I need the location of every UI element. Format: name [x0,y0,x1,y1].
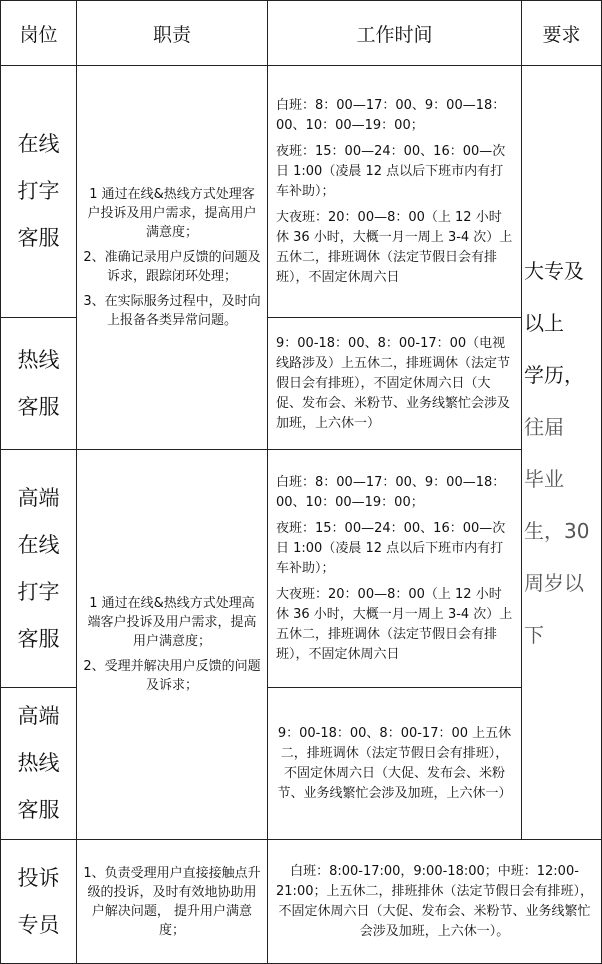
work-time-hotline [268,318,522,450]
time-paragraph: 白班：8：00—17：00、9：00—18：00、10：00—19：00； [276,474,506,510]
duties-complaint-specialist [77,840,268,964]
position-line: 投诉 [17,865,60,890]
table-row [1,840,602,964]
header-work-time: 工作时间 [268,1,522,66]
time-paragraph: 白班：8：00—17：00、9：00—18：00、10：00—19：00； [276,97,506,133]
work-time-complaint-specialist [268,840,602,964]
requirement-line: 以上 [524,310,564,335]
position-line: 热线 [17,347,60,372]
duty-item: 2、受理并解决用户反馈的问题及诉求； [83,659,261,693]
position-line: 客服 [17,226,60,250]
duty-item: 1 通过在线&热线方式处理高端客户投诉及用户需求，提高用户满意度； [87,596,257,649]
position-line: 打字 [17,579,60,604]
position-line: 在线 [17,532,60,557]
duty-item: 1 通过在线&热线方式处理客户投诉及用户需求，提高用户满意度； [87,187,257,240]
time-paragraph: 夜班：15：00—24：00、16：00—次日 1:00（凌晨 12 点以后下班市内有打车补助）； [276,143,506,199]
table-row [1,450,602,688]
requirement-line: 往届 [524,414,564,439]
position-line: 打字 [17,179,60,203]
requirement-line: 下 [524,622,544,647]
position-line: 高端 [17,704,60,728]
requirement-line: 生，30 [524,518,590,543]
header-position: 岗位 [1,1,77,66]
position-line: 专员 [17,912,60,937]
position-line: 高端 [17,485,60,510]
requirement-line: 周岁以 [524,570,584,595]
position-line: 客服 [17,394,60,419]
requirement-line: 学历， [524,362,584,387]
duty-item: 2、准确记录用户反馈的问题及诉求，跟踪闭环处理； [83,250,261,284]
position-line: 在线 [17,132,60,156]
header-duties: 职责 [77,1,268,66]
table-header-row [1,1,602,66]
position-line: 客服 [17,798,60,822]
duty-item: 3、在实际服务过程中，及时向上报备各类异常问题。 [83,294,261,328]
duties-group-1 [77,66,268,450]
time-paragraph: 大夜班：20：00—8：00（上 12 小时休 36 小时，大概一月一周上 3-4 次）上五休二，排班调休（法定节假日会有排班），不固定休周六日 [276,209,513,285]
position-premium-hotline [1,688,77,840]
position-line: 热线 [17,751,60,775]
work-time-online-typing [268,66,522,318]
position-online-typing [1,66,77,318]
header-requirements: 要求 [522,1,602,66]
requirement-line: 毕业 [524,466,564,491]
duties-group-2 [77,450,268,840]
position-premium-online-typing [1,450,77,688]
position-hotline [1,318,77,450]
time-paragraph: 白班：8:00-17:00，9:00-18:00；中班：12:00-21:00；上五休二，排班排休（法定节假日会有排班），不固定休周六日（大促、发布会、米粉节、业务线繁忙会涉及加班，上六休一）。 [276,863,593,939]
work-time-premium-hotline [268,688,522,840]
time-paragraph: 9：00-18：00、8：00-17：00 上五休二，排班调休（法定节假日会有排班），不固定休周六日（大促、发布会、米粉节、业务线繁忙会涉及加班，上六休一） [277,725,512,801]
duty-item: 1、负责受理用户直接接触点升级的投诉，及时有效地协助用户解决问题， 提升用户满意度； [83,865,261,938]
position-line: 客服 [17,626,60,651]
time-paragraph: 夜班：15：00—24：00、16：00—次日 1:00（凌晨 12 点以后下班市内有打车补助）； [276,520,506,576]
requirements-cell [522,66,602,840]
requirement-line: 大专及 [524,258,584,283]
work-time-premium-online-typing [268,450,522,688]
time-paragraph: 9：00-18：00、8：00-17：00（电视线路涉及）上五休二，排班调休（法定节假日会有排班），不固定休周六日（大促、发布会、米粉节、业务线繁忙会涉及加班，上六休一） [276,335,511,431]
time-paragraph: 大夜班：20：00—8：00（上 12 小时休 36 小时，大概一月一周上 3-4 次）上五休二，排班调休（法定节假日会有排班），不固定休周六日 [276,586,513,662]
position-complaint-specialist [1,840,77,964]
table-row [1,66,602,318]
